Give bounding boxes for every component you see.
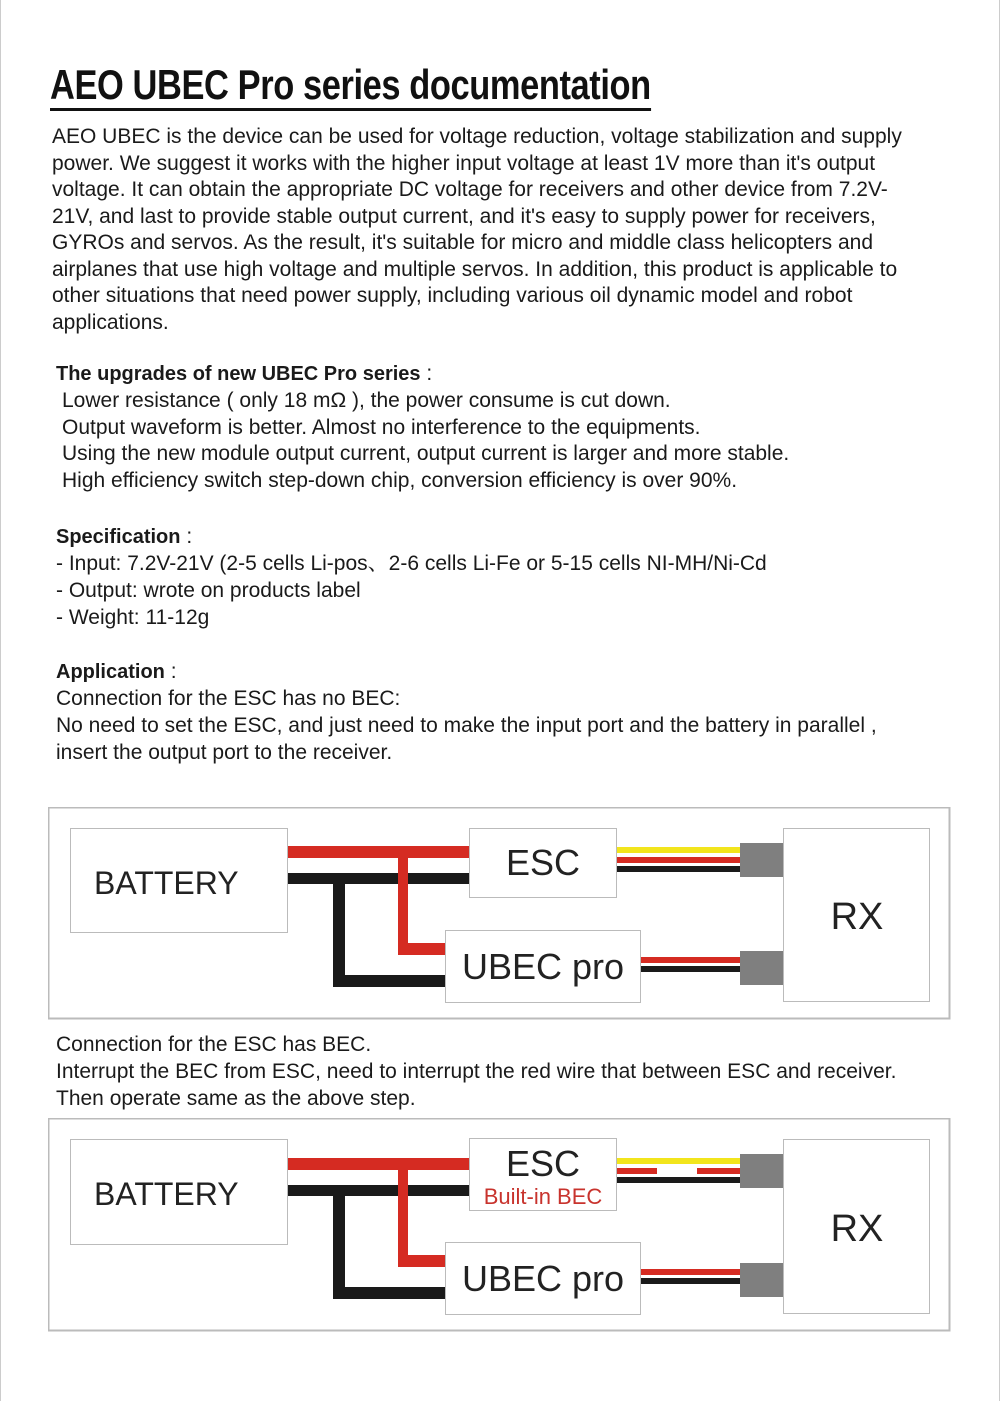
spec-item: - Input: 7.2V-21V (2-5 cells Li-pos、2-6 cells Li-Fe or 5-15 cells NI-MH/Ni-Cd [56,552,767,575]
rx-box [784,1140,930,1314]
ubec-connector [740,1263,783,1297]
esc-label: ESC [505,842,581,883]
esc-connector [740,1154,783,1188]
ubec-black-branch [333,1190,345,1299]
application-colon: : [164,660,177,683]
esc-box [470,1139,617,1211]
page-title: AEO UBEC Pro series documentation [50,62,651,111]
upgrades-heading: The upgrades of new UBEC Pro series [56,363,421,385]
specification-colon: : [180,525,193,548]
ubec-red-branch [398,1164,408,1267]
built-in-bec-label: Built-in BEC [483,1184,603,1209]
upgrade-item: Using the new module output current, output current is larger and more stable. [62,442,790,465]
battery-black-wire [287,873,470,884]
upgrade-item: High efficiency switch step-down chip, conversion efficiency is over 90%. [62,469,738,492]
esc-label: ESC [505,1143,581,1184]
esc-ground-wire [616,1177,741,1183]
battery-box [71,1140,288,1245]
esc-box [470,829,617,898]
intro-line: GYROs and servos. As the result, it's suitable for micro and middle class helicopters and [52,231,874,254]
battery-red-wire [287,1158,470,1170]
ubec-out-red-wire [640,957,741,963]
ubec-red-branch [398,852,408,955]
wiring-diagram-with-bec [48,1118,951,1332]
intro-line: AEO UBEC is the device can be used for voltage reduction, voltage stabilization and supply [52,125,902,148]
ubec-label: UBEC pro [461,946,625,987]
ubec-out-black-wire [640,1278,741,1284]
upgrades-colon: : [420,362,433,385]
application-line: No need to set the ESC, and just need to make the input port and the battery in parallel , [56,714,877,737]
spec-item: - Output: wrote on products label [56,579,361,602]
specification-heading: Specification [56,526,181,548]
esc-signal-wire [616,847,741,853]
rx-box [784,829,930,1002]
rx-label: RX [830,896,884,938]
battery-box [71,829,288,933]
intro-line: 21V, and last to provide stable output current, and it's easy to supply power for receivers, [52,205,876,228]
upgrade-item: Lower resistance ( only 18 mΩ ), the power consume is cut down. [62,389,671,412]
application-heading: Application [56,661,165,683]
upgrade-item: Output waveform is better. Almost no interference to the equipments. [62,416,701,439]
intro-line: applications. [52,311,169,334]
ubec-box [446,931,641,1003]
esc-connector [740,843,783,877]
wiring-diagram-no-bec [48,807,951,1020]
application-line: Interrupt the BEC from ESC, need to interrupt the red wire that between ESC and receiver. [56,1060,897,1083]
esc-ground-wire [616,866,741,872]
application-line: Then operate same as the above step. [56,1087,416,1110]
ubec-out-red-wire [640,1269,741,1275]
intro-line: voltage. It can obtain the appropriate DC voltage for receivers and other device from 7.2V- [52,178,888,201]
intro-line: other situations that need power supply, including various oil dynamic model and robot [52,284,853,307]
esc-power-wire-cut [697,1168,741,1174]
ubec-label: UBEC pro [461,1258,625,1299]
ubec-connector [740,951,783,985]
battery-label: BATTERY [94,1176,239,1212]
intro-line: airplanes that use high voltage and multiple servos. In addition, this product is applicable to [52,258,898,281]
esc-power-wire-cut [616,1168,657,1174]
intro-line: power. We suggest it works with the higher input voltage at least 1V more than it's output [52,152,876,175]
application-line: Connection for the ESC has no BEC: [56,687,401,710]
application-line: insert the output port to the receiver. [56,741,393,764]
ubec-black-branch [333,878,345,987]
page-edge-left [0,0,1,1401]
esc-power-wire [616,857,741,863]
ubec-out-black-wire [640,966,741,972]
battery-red-wire [287,846,470,858]
spec-item: - Weight: 11-12g [56,606,210,629]
ubec-box [446,1243,641,1315]
battery-label: BATTERY [94,865,239,901]
battery-black-wire [287,1185,470,1196]
rx-label: RX [830,1208,884,1250]
application-line: Connection for the ESC has BEC. [56,1033,372,1056]
esc-signal-wire [616,1158,741,1164]
